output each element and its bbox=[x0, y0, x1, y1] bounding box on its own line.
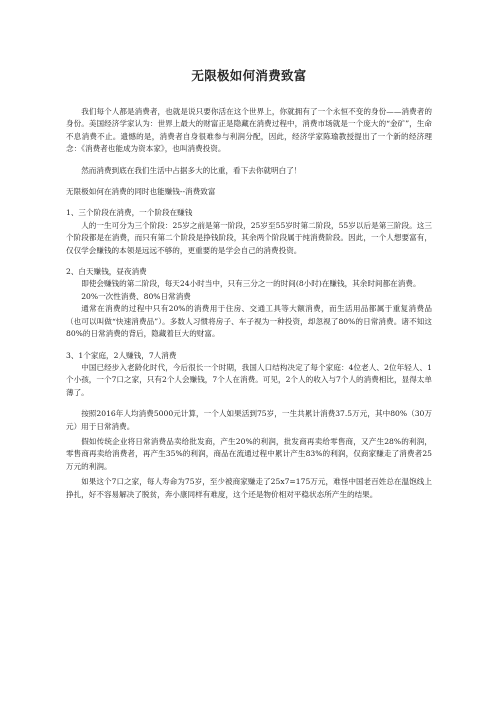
section-2-sub-heading: 20%一次性消费、80%日常消费 bbox=[81, 291, 191, 301]
statistics-paragraph-2: 假如传统企业将日常消费品卖给批发商，产生20%的利润，批发商再卖给零售商，又产生28%的利润，零售商再卖给消费者，再产生35%的利润，商品在流通过程中累计产生83%的利润，仅商家赚走了消费者25万元的利润。 bbox=[66, 436, 432, 471]
section-2-heading: 2、白天赚钱，昼夜消费 bbox=[66, 267, 147, 277]
section-1-body: 人的一生可分为三个阶段：25岁之前是第一阶段，25岁至55岁时第二阶段，55岁以后是第三阶段。这三个阶段都是在消费，而只有第二个阶段是挣钱阶段，其余两个阶段属于纯消费阶段。因此，一个人想要富有，仅仅学会赚钱的本领是远远不够的，更重要的是学会自己的消费投资。 bbox=[66, 220, 432, 255]
section-2-body: 即使会赚钱的第二阶段，每天24小时当中，只有三分之一的时间(8小时)在赚钱，其余时间都在消费。 bbox=[81, 279, 421, 289]
intro-paragraph: 我们每个人都是消费者，也就是说只要你活在这个世界上，你就拥有了一个永恒不变的身份——消费者的身份。美国经济学家认为：世界上最大的财富正是隐藏在消费过程中，消费市场就是一个庞大的“金矿”，生命不息消费不止。遗憾的是，消费者自身很难参与利润分配，因此，经济学家陈瑜教授提出了一个新的经济理念：《消费者也能成为资本家》，也叫消费投资。 bbox=[66, 107, 432, 154]
section-3-body: 中国已经步入老龄化时代，今后很长一个时期，我国人口结构决定了每个家庭：4位老人、2位年轻人、1个小孩，一个7口之家，只有2个人会赚钱，7个人在消费。可见，2个人的收入与7个人的消费相比，显得太单薄了。 bbox=[66, 362, 432, 397]
subtitle-line: 无限极如何在消费的同时也能赚钱--消费致富 bbox=[66, 187, 216, 197]
section-3-heading: 3、1个家庭，2人赚钱，7人消费 bbox=[66, 350, 177, 360]
statistics-paragraph-1: 按照2016年人均消费5000元计算，一个人如果活到75岁，一生共累计消费37.5万元，其中80%（30万元）用于日常消费。 bbox=[66, 409, 432, 431]
lead-paragraph: 然而消费到底在我们生活中占据多大的比重，看下去你就明白了！ bbox=[81, 165, 302, 175]
section-2-sub-body: 通常在消费的过程中只有20%的消费用于住房、交通工具等大额消费，而生活用品都属于重复消费品（也可以叫做“快速消费品”）。多数人习惯将房子、车子视为一种投资，却忽视了80%的日常消费。诸不知这80%的日常消费的背后，隐藏着巨大的财富。 bbox=[66, 304, 432, 339]
section-1-heading: 1、三个阶段在消费，一个阶段在赚钱 bbox=[66, 208, 193, 218]
statistics-paragraph-3: 如果这个7口之家，每人寿命为75岁，至少被商家赚走了25x7=175万元，难怪中国老百姓总在温饱线上挣扎，好不容易解决了脱贫，奔小康同样有难度，这个还是物价相对平稳状态所产生的结果。 bbox=[66, 477, 432, 499]
document-title: 无限极如何消费致富 bbox=[191, 68, 307, 83]
